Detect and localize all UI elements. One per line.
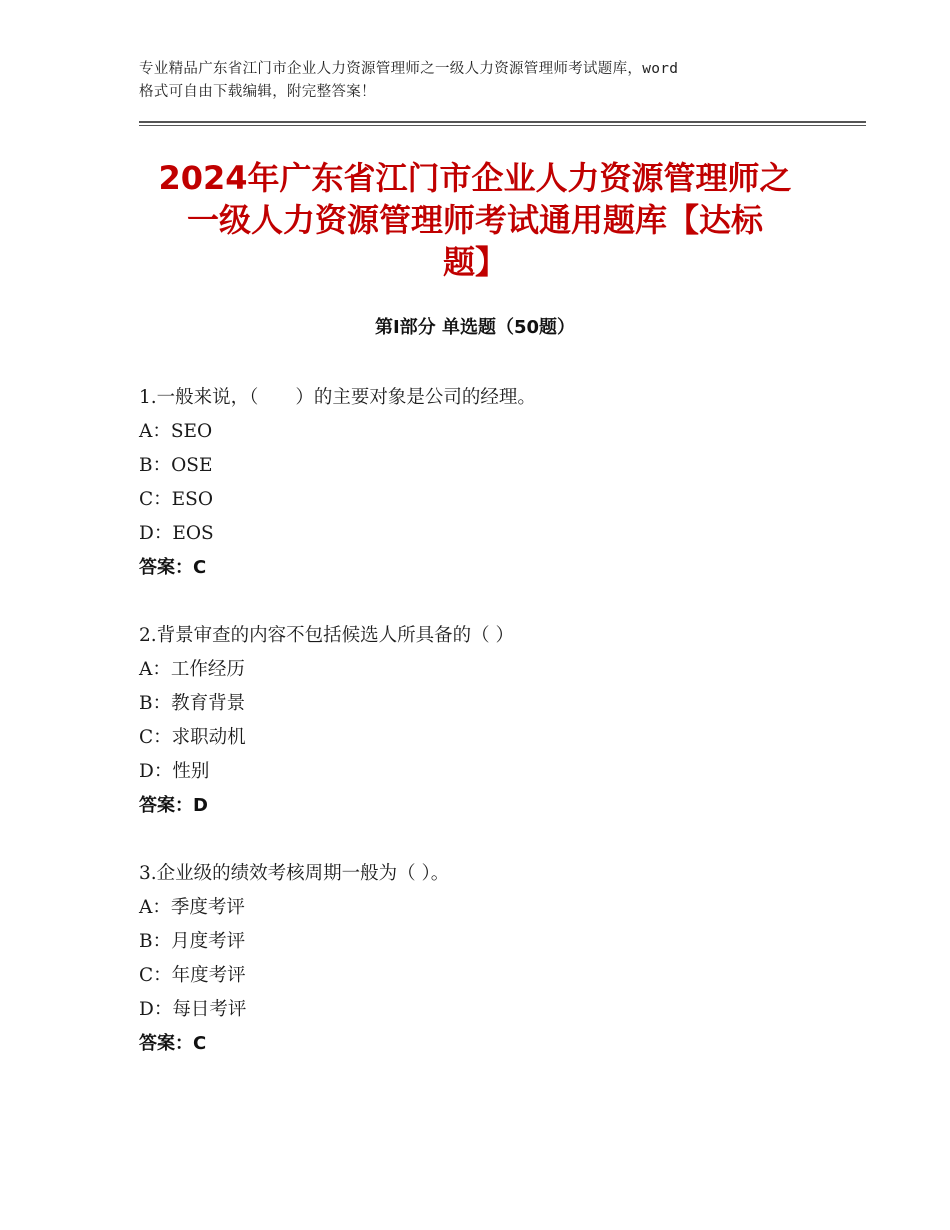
option-label: C： — [139, 965, 172, 986]
header-note — [139, 58, 839, 104]
option-text: SEO — [170, 421, 213, 442]
answer-label: 答案：D — [139, 795, 208, 816]
document-title-line-2: 一级人力资源管理师考试通用题库【达标 — [186, 201, 763, 239]
question-stem: 2.背景审查的内容不包括候选人所具备的（ ） — [139, 625, 515, 646]
header-note-line-1: 专业精品广东省江门市企业人力资源管理师之一级人力资源管理师考试题库，word — [139, 61, 679, 77]
option-a — [139, 653, 859, 687]
option-text: OSE — [171, 455, 213, 476]
option-text: 季度考评 — [170, 897, 245, 918]
option-d — [139, 993, 859, 1027]
option-label: B： — [139, 455, 172, 476]
option-text: 求职动机 — [171, 727, 246, 748]
option-a — [139, 891, 859, 925]
answer-label: 答案：C — [139, 557, 207, 578]
document-title-line-3: 题】 — [442, 243, 507, 281]
option-label: D： — [139, 523, 173, 544]
option-text: ESO — [171, 489, 214, 510]
option-label: C： — [139, 727, 172, 748]
option-c — [139, 959, 859, 993]
header-divider-thick — [139, 121, 866, 123]
document-title — [95, 157, 855, 283]
option-label: D： — [139, 761, 173, 782]
option-label: A： — [139, 421, 171, 442]
question-3 — [139, 857, 859, 1061]
option-a — [139, 415, 859, 449]
answer-label: 答案：C — [139, 1033, 207, 1054]
option-label: B： — [139, 693, 172, 714]
option-text: 教育背景 — [171, 693, 246, 714]
option-d — [139, 517, 859, 551]
option-c — [139, 721, 859, 755]
option-d — [139, 755, 859, 789]
option-label: A： — [139, 659, 171, 680]
question-1 — [139, 381, 859, 585]
option-text: 每日考评 — [172, 999, 247, 1020]
header-note-line-2: 格式可自由下载编辑，附完整答案！ — [139, 84, 376, 100]
document-title-line-1: 2024年广东省江门市企业人力资源管理师之 — [158, 159, 792, 197]
option-b — [139, 687, 859, 721]
option-text: 年度考评 — [171, 965, 246, 986]
option-text: 性别 — [172, 761, 210, 782]
question-stem: 3.企业级的绩效考核周期一般为（ ）。 — [139, 863, 450, 884]
option-text: EOS — [172, 523, 214, 544]
option-b — [139, 449, 859, 483]
question-2 — [139, 619, 859, 823]
option-label: A： — [139, 897, 171, 918]
option-text: 月度考评 — [171, 931, 246, 952]
option-b — [139, 925, 859, 959]
section-title: 第Ⅰ部分 单选题（50题） — [374, 317, 575, 338]
question-stem: 1.一般来说，（ ）的主要对象是公司的经理。 — [139, 387, 536, 408]
header-divider-thin — [139, 125, 866, 126]
option-label: B： — [139, 931, 172, 952]
option-label: C： — [139, 489, 172, 510]
option-c — [139, 483, 859, 517]
question-list — [139, 381, 859, 1095]
option-label: D： — [139, 999, 173, 1020]
option-text: 工作经历 — [170, 659, 245, 680]
